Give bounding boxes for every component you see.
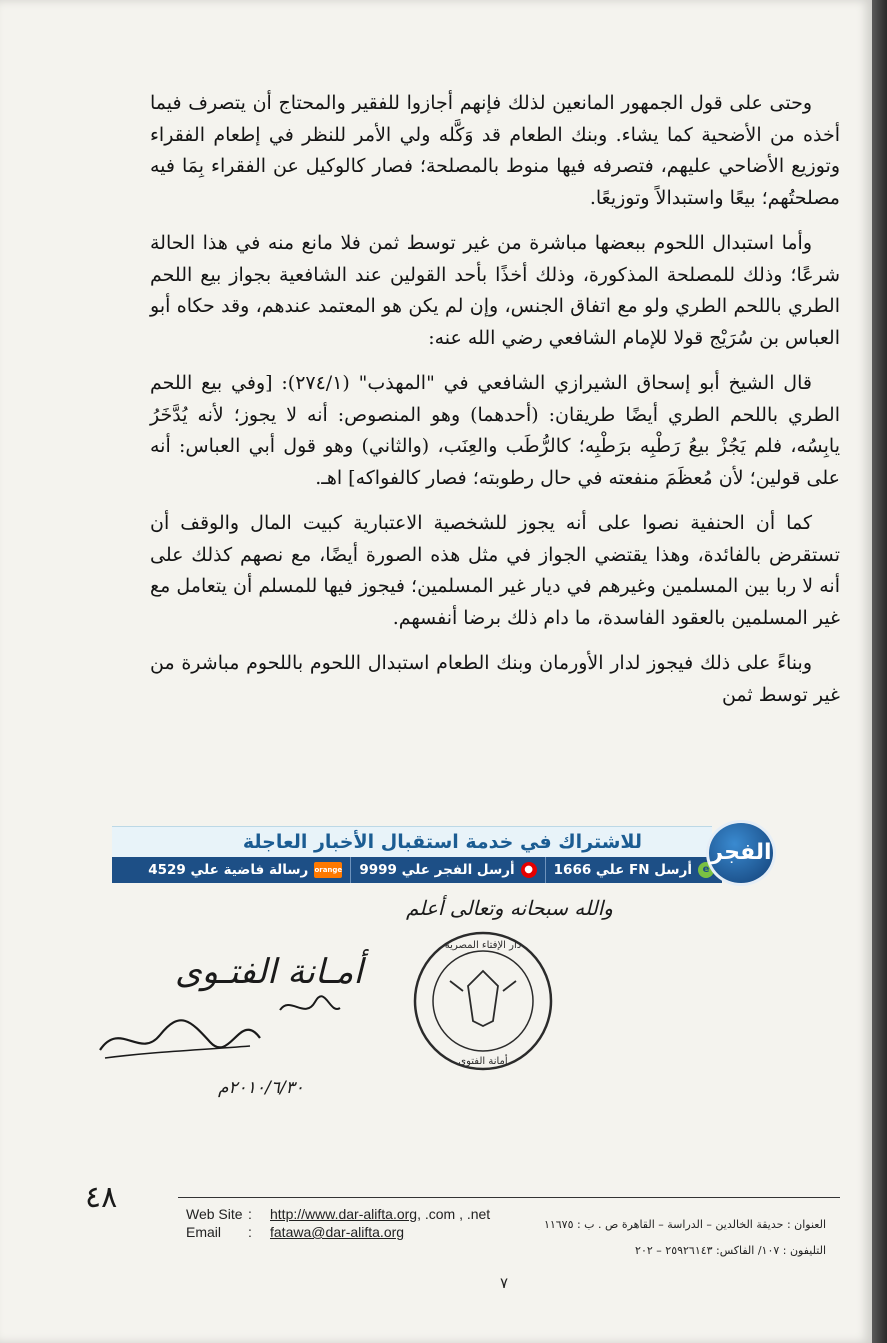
book-spine-edge	[872, 0, 887, 1343]
footer-address-block	[544, 1212, 826, 1264]
signature-underline	[105, 1046, 250, 1058]
sms-option-text: رسالة فاضية علي 4529	[148, 862, 309, 878]
paragraph: وحتى على قول الجمهور المانعين لذلك فإنهم أجازوا للفقير والمحتاج أن يتصرف فيما أخذه من الأضحية كما يشاء. وبنك الطعام قد وَكَّله ولي الأمر للنظر في إطعام الفقراء وتوزيع الأضاحي عليهم، فتصرفه فيها منوط بالمصلحة؛ فصار كالوكيل عن الفقراء بِمَا فيه مصلحتُهم؛ بيعًا واستبدالاً وتوزيعًا.	[150, 92, 840, 209]
website-link[interactable]: http://www.dar-alifta.org	[270, 1206, 418, 1222]
footer-phone: التليفون : ١٠٧/ الفاكس: ٢٥٩٢٦١٤٣ – ٢٠٢	[635, 1244, 826, 1257]
fatwa-body	[150, 88, 840, 725]
sms-option-etisalat[interactable]	[545, 857, 722, 883]
email-link[interactable]: fatawa@dar-alifta.org	[270, 1224, 405, 1240]
paragraph: وبناءً على ذلك فيجوز لدار الأورمان وبنك الطعام استبدال اللحوم باللحوم مباشرة من غير توسط ثمن	[150, 652, 840, 706]
signature-stroke	[280, 996, 340, 1010]
seal-top-text: دار الإفتاء المصرية	[444, 940, 522, 951]
signature-name: أحمد ممدوح سعد	[100, 1068, 108, 1069]
sms-option-text: أرسل FN علي 1666	[553, 862, 692, 878]
quote-paragraph: قال الشيخ أبو إسحاق الشيرازي الشافعي في "المهذب" (٢٧٤/١): [وفي بيع اللحم الطري باللحم الطري أيضًا طريقان: (أحدهما) وهو المنصوص: أنه لا يجوز؛ لأنه يُدَّخَرُ يابِسُه، فلم يَجُزْ بيعُ رَطْبِه برَطْبِه؛ كالرُّطَب والعِنَب، (والثاني) وهو قول أبي العباس: أنه على قولين؛ لأن مُعظَمَ منفعته في حال رطوبته؛ فصار كالفواكه] اهـ.	[150, 372, 840, 489]
handwritten-signatures	[90, 980, 350, 1070]
signature-name: خضر	[280, 1068, 283, 1069]
alfagr-logo-icon[interactable]: الفجر	[706, 820, 776, 886]
margin-page-number: ٤٨	[85, 1180, 118, 1215]
banner-title: للاشتراك في خدمة استقبال الأخبار العاجلة	[242, 831, 642, 853]
etisalat-icon: e	[698, 862, 714, 878]
vodafone-icon: ●	[521, 862, 537, 878]
seal-outer-ring	[415, 933, 551, 1069]
sms-option-vodafone[interactable]	[350, 857, 544, 883]
eagle-wings-icon	[450, 981, 516, 991]
seal-inner-ring	[433, 951, 533, 1051]
footer-address: العنوان : حديقة الخالدين – الدراسة – القاهرة ص . ب : ١١٦٧٥	[543, 1218, 826, 1231]
closing-phrase: والله سبحانه وتعالى أعلم	[406, 896, 613, 920]
orange-icon: orange	[314, 862, 342, 878]
footer-divider	[178, 1197, 840, 1198]
website-suffix: , .com , .net	[417, 1206, 491, 1222]
paragraph: كما أن الحنفية نصوا على أنه يجوز للشخصية الاعتبارية كبيت المال والوقف أن تستقرض بالفائدة، وهذا يقتضي الجواز في مثل هذه الصورة أيضًا، مع نصهم كذلك على أنه لا ربا بين المسلمين وغيرهم في ديار غير المسلمين؛ فيجوز فيها للمسلم أن يتعامل مع غير المسلمين بالعقود الفاسدة، ما دام ذلك برضا أنفسهم.	[150, 512, 840, 629]
news-subscription-banner[interactable]	[112, 820, 777, 886]
sms-option-text: أرسل الفجر علي 9999	[359, 862, 515, 878]
sms-option-orange[interactable]	[140, 857, 350, 883]
banner-title-strip	[112, 826, 712, 857]
seal-bottom-text: أمانة الفتوى	[458, 1056, 508, 1067]
signature-stroke	[100, 1020, 260, 1050]
website-label: Web Site	[186, 1206, 243, 1222]
signature-title: أمـانة الفتـوى	[175, 952, 363, 992]
email-label: Email	[186, 1224, 222, 1240]
paragraph: وأما استبدال اللحوم ببعضها مباشرة من غير توسط ثمن فلا مانع منه في هذا الحالة شرعًا؛ وذلك للمصلحة المذكورة، وذلك أخذًا بأحد القولين عند الشافعية بجواز بيع اللحم الطري باللحم الطري ولو مع اتفاق الجنس، وإن لم يكن هو المعتمد عندهم، وقد حكاه أبو العباس بن سُرَيْج قولا للإمام الشافعي رضي الله عنه:	[150, 232, 840, 349]
eagle-emblem-icon	[468, 971, 498, 1026]
fatwa-date: ٢٠١٠/٦/٣٠م	[218, 1078, 304, 1098]
page-number: ٧	[500, 1274, 509, 1292]
sms-options-strip	[112, 857, 722, 883]
official-seal	[408, 926, 558, 1076]
footer-contact: Web Site : http://www.dar-alifta.org , .com , .net Email : fatawa@dar-alifta.org	[186, 1206, 491, 1240]
